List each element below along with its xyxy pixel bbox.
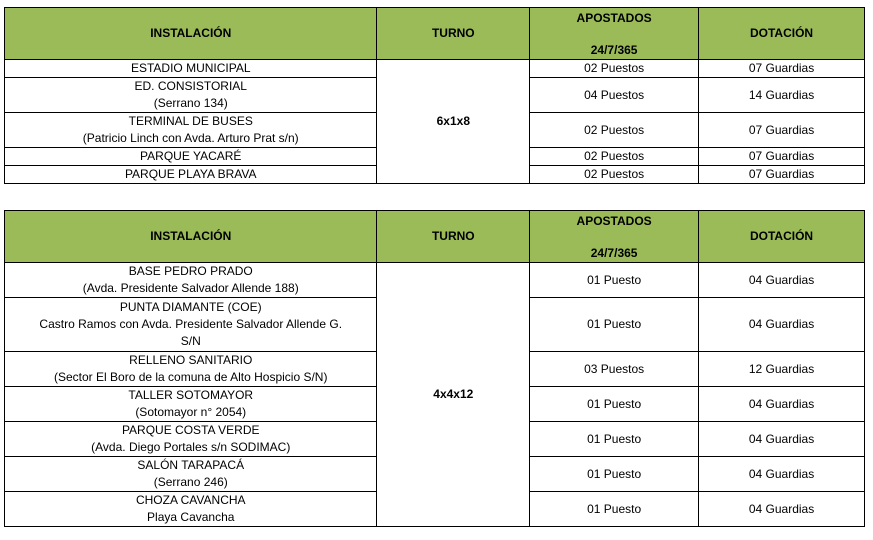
installation-detail: (Sotomayor n° 2054) [135,405,247,419]
installation-detail: Playa Cavancha [147,510,235,524]
puestos-cell: 02 Puestos [530,60,699,78]
installation-name: ED. CONSISTORIAL [134,79,247,93]
header-apostados-sub: 24/7/365 [590,245,638,260]
header-apostados-sub: 24/7/365 [590,42,638,57]
installation-cell [5,78,377,113]
installation-detail: (Sector El Boro de la comuna de Alto Hospicio S/N) [54,370,328,384]
installation-name: PARQUE YACARÉ [140,149,242,163]
table-header-row [5,8,865,60]
installation-cell [5,422,377,457]
installation-name: RELLENO SANITARIO [129,353,253,367]
installation-name: TALLER SOTOMAYOR [128,388,254,402]
puestos-cell: 01 Puesto [530,422,699,457]
header-turno: TURNO [377,8,530,60]
installation-detail: (Avda. Diego Portales s/n SODIMAC) [91,440,291,454]
puestos-cell: 01 Puesto [530,298,699,352]
installation-name: TERMINAL DE BUSES [128,114,253,128]
installation-name: CHOZA CAVANCHA [135,493,246,507]
installation-cell [5,60,377,78]
dotacion-cell: 07 Guardias [699,166,865,184]
installation-detail-2: S/N [180,334,201,348]
header-instalacion: INSTALACIÓN [5,211,377,263]
puestos-cell: 02 Puestos [530,166,699,184]
installation-name: PARQUE PLAYA BRAVA [124,167,257,181]
installation-name: BASE PEDRO PRADO [128,264,253,278]
dotacion-cell: 04 Guardias [699,492,865,527]
puestos-cell: 01 Puesto [530,263,699,298]
header-apostados [530,8,699,60]
dotacion-cell: 07 Guardias [699,148,865,166]
turno-cell: 6x1x8 [377,60,530,184]
header-turno: TURNO [377,211,530,263]
puestos-cell: 02 Puestos [530,148,699,166]
table-turno-4x4x12 [4,210,865,527]
dotacion-cell: 14 Guardias [699,78,865,113]
installation-cell [5,113,377,148]
installation-cell [5,387,377,422]
puestos-cell: 01 Puesto [530,387,699,422]
header-apostados-label: APOSTADOS [576,10,652,25]
turno-cell: 4x4x12 [377,263,530,527]
installation-detail: (Patricio Linch con Avda. Arturo Prat s/n) [82,131,299,145]
dotacion-cell: 04 Guardias [699,387,865,422]
installation-cell [5,166,377,184]
installation-name: SALÓN TARAPACÁ [137,458,245,472]
puestos-cell: 04 Puestos [530,78,699,113]
installation-cell [5,148,377,166]
dotacion-cell: 07 Guardias [699,113,865,148]
dotacion-cell: 07 Guardias [699,60,865,78]
dotacion-cell: 12 Guardias [699,352,865,387]
header-apostados-label: APOSTADOS [576,213,652,228]
installation-cell [5,352,377,387]
puestos-cell: 02 Puestos [530,113,699,148]
dotacion-cell: 04 Guardias [699,457,865,492]
installation-name: ESTADIO MUNICIPAL [130,61,251,75]
installation-cell [5,457,377,492]
dotacion-cell: 04 Guardias [699,422,865,457]
puestos-cell: 01 Puesto [530,457,699,492]
puestos-cell: 03 Puestos [530,352,699,387]
installation-detail: (Serrano 246) [153,475,228,489]
table-header-row [5,211,865,263]
table-turno-6x1x8 [4,7,865,184]
header-instalacion: INSTALACIÓN [5,8,377,60]
installation-cell [5,298,377,352]
header-dotacion: DOTACIÓN [699,8,865,60]
header-dotacion: DOTACIÓN [699,211,865,263]
table-row [5,263,865,298]
installation-detail: Castro Ramos con Avda. Presidente Salvador Allende G. [39,317,343,331]
table-row [5,60,865,78]
header-apostados [530,211,699,263]
installation-cell [5,263,377,298]
dotacion-cell: 04 Guardias [699,298,865,352]
installation-name: PUNTA DIAMANTE (COE) [119,300,262,314]
installation-detail: (Avda. Presidente Salvador Allende 188) [82,281,299,295]
dotacion-cell: 04 Guardias [699,263,865,298]
installation-name: PARQUE COSTA VERDE [121,423,260,437]
puestos-cell: 01 Puesto [530,492,699,527]
installation-detail: (Serrano 134) [153,96,228,110]
installation-cell [5,492,377,527]
